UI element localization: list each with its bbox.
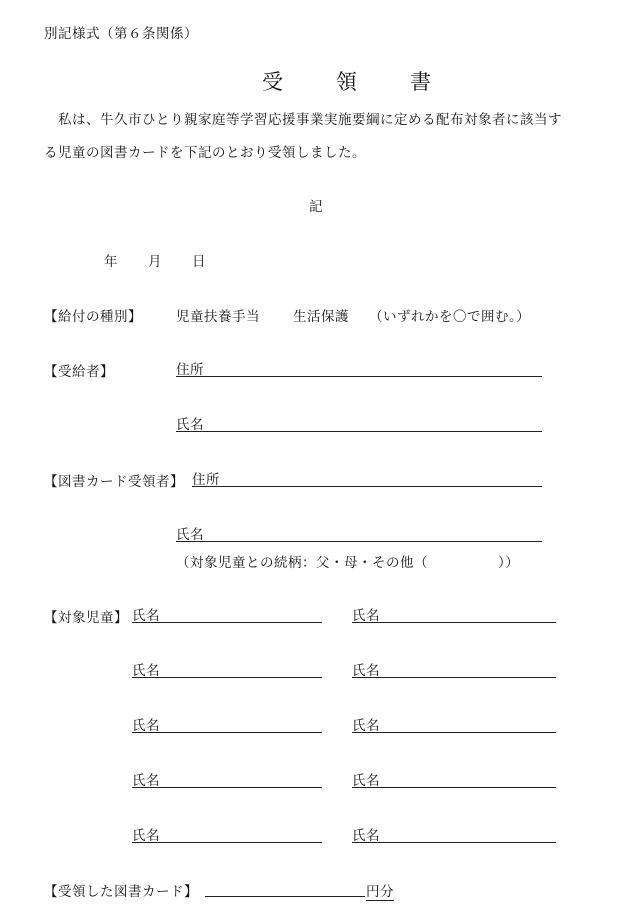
child-name-label: 氏名 [132,608,160,624]
child-name-field[interactable] [352,769,556,788]
card-receiver-name-field[interactable] [176,523,542,542]
body-text-line2: る児童の図書カードを下記のとおり受領しました。 [44,145,366,161]
received-card-unit: 円分 [366,880,394,901]
date-year-label: 年 [104,254,118,270]
recipient-address-label: 住所 [176,362,204,378]
child-name-label: 氏名 [352,828,380,844]
child-name-field[interactable] [132,714,322,733]
child-name-field[interactable] [132,824,322,843]
recipient-label: 【受給者】 [44,364,114,380]
received-card-amount-field[interactable] [205,878,365,897]
relation-note: （対象児童との続柄：父・母・その他（ ）） [176,555,520,571]
child-name-field[interactable] [352,604,556,623]
child-name-field[interactable] [352,659,556,678]
child-name-field[interactable] [132,769,322,788]
child-name-field[interactable] [132,659,322,678]
body-text-line1: 私は、牛久市ひとり親家庭等学習応援事業実施要綱に定める配布対象者に該当す [58,112,562,128]
card-receiver-label: 【図書カード受領者】 [44,474,184,490]
child-name-field[interactable] [132,604,322,623]
recipient-address-field[interactable] [176,358,542,377]
child-name-label: 氏名 [132,828,160,844]
benefit-option-welfare[interactable]: 生活保護 [293,309,349,325]
card-receiver-name-label: 氏名 [176,527,204,543]
benefit-option-child-support[interactable]: 児童扶養手当 [176,309,260,325]
child-name-label: 氏名 [352,718,380,734]
child-name-label: 氏名 [132,718,160,734]
child-name-label: 氏名 [132,773,160,789]
child-name-label: 氏名 [352,608,380,624]
ki-heading: 記 [309,199,323,215]
recipient-name-label: 氏名 [176,417,204,433]
received-card-label: 【受領した図書カード】 [44,884,198,900]
child-name-field[interactable] [352,824,556,843]
benefit-type-label: 【給付の種別】 [44,309,142,325]
recipient-name-field[interactable] [176,413,542,432]
card-receiver-address-label: 住所 [192,472,220,488]
date-day-label: 日 [192,254,206,270]
date-month-label: 月 [148,254,162,270]
page-title: 受 領 書 [262,70,447,94]
child-name-label: 氏名 [352,773,380,789]
benefit-note: （いずれかを〇で囲む。） [369,309,531,325]
child-name-label: 氏名 [132,663,160,679]
children-label: 【対象児童】 [44,610,128,626]
card-receiver-address-field[interactable] [192,468,542,487]
form-reference: 別記様式（第６条関係） [44,26,198,42]
child-name-label: 氏名 [352,663,380,679]
child-name-field[interactable] [352,714,556,733]
